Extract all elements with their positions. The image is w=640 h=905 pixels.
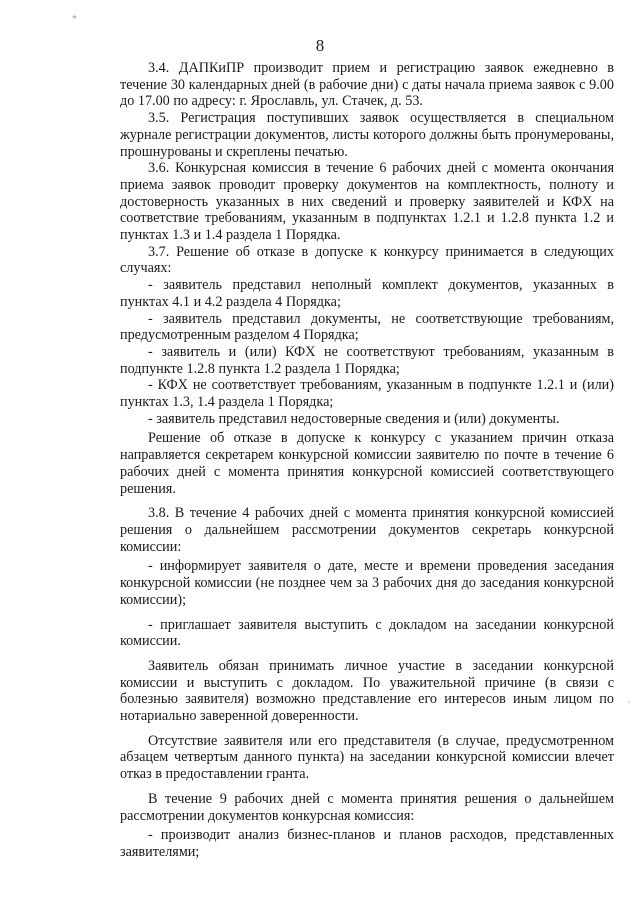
paragraph-3-4: 3.4. ДАПКиПР производит прием и регистрацию заявок ежедневно в течение 30 календарных дней (в рабочие дни) с даты начала приема заявок с 9.00 до 17.00 по адресу: г. Ярославль, ул. Стачек, д. 53. (120, 60, 614, 110)
list-item: - приглашает заявителя выступить с докладом на заседании конкурсной комиссии. (120, 616, 614, 650)
list-item: - информирует заявителя о дате, месте и времени проведения заседания конкурсной комиссии (не позднее чем за 3 рабочих дня до заседания конкурсной комиссии); (120, 558, 614, 608)
list-item: - заявитель представил неполный комплект документов, указанных в пунктах 4.1 и 4.2 раздела 4 Порядка; (120, 277, 614, 310)
paragraph-personal-participation: Заявитель обязан принимать личное участие в заседании конкурсной комиссии и выступить с докладом. По уважительной причине (в связи с болезнью заявителя) возможно представление его интересов иным лицом по нотариально заверенной доверенности. (120, 657, 614, 725)
paragraph-3-6: 3.6. Конкурсная комиссия в течение 6 рабочих дней с момента окончания приема заявок проводит проверку документов на комплектность, полноту и достоверность указанных в них сведений и проверку заявителей и КФХ на соответствие требованиям, указанным в подпунктах 1.2.1 и 1.2.8 пункта 1.2 и пунктах 1.3 и 1.4 раздела 1 Порядка. (120, 160, 614, 244)
list-item: - заявитель представил недостоверные сведения и (или) документы. (148, 410, 560, 427)
paragraph-3-7: 3.7. Решение об отказе в допуске к конкурсу принимается в следующих случаях: (120, 243, 614, 277)
page-number: 8 (315, 36, 325, 55)
list-item: - производит анализ бизнес-планов и планов расходов, представленных заявителями; (120, 827, 614, 860)
paragraph-3-8: 3.8. В течение 4 рабочих дней с момента принятия конкурсной комиссией решения о дальнейшем рассмотрении документов секретарь конкурсной комиссии: (120, 505, 614, 555)
list-item: - КФХ не соответствует требованиям, указанным в подпункте 1.2.1 и (или) пунктах 1.3, 1.4 раздела 1 Порядка; (120, 377, 614, 411)
paragraph-refusal-notice: Решение об отказе в допуске к конкурсу с указанием причин отказа направляется секретарем конкурсной комиссии заявителю по почте в течение 6 рабочих дней с момента принятия конкурсной комиссией соответствующего решения. (120, 430, 614, 497)
scan-side-mark: ' (628, 700, 630, 711)
list-item: - заявитель представил документы, не соответствующие требованиям, предусмотренным разделом 4 Порядка; (120, 310, 614, 344)
paragraph-absence: Отсутствие заявителя или его представителя (в случае, предусмотренном абзацем четвертым данного пункта) на заседании конкурсной комиссии влечет отказ в предоставлении гранта. (120, 732, 614, 783)
list-item: - заявитель и (или) КФХ не соответствуют требованиям, указанным в подпункте 1.2.8 пункта 1.2 раздела 1 Порядка; (120, 343, 614, 377)
scan-mark: * (72, 14, 77, 25)
document-body (120, 60, 614, 861)
paragraph-3-5: 3.5. Регистрация поступивших заявок осуществляется в специальном журнале регистрации документов, листы которого должны быть пронумерованы, прошнурованы и скреплены печатью. (120, 110, 614, 160)
paragraph-9-days: В течение 9 рабочих дней с момента принятия решения о дальнейшем рассмотрении документов конкурсная комиссия: (120, 790, 614, 824)
